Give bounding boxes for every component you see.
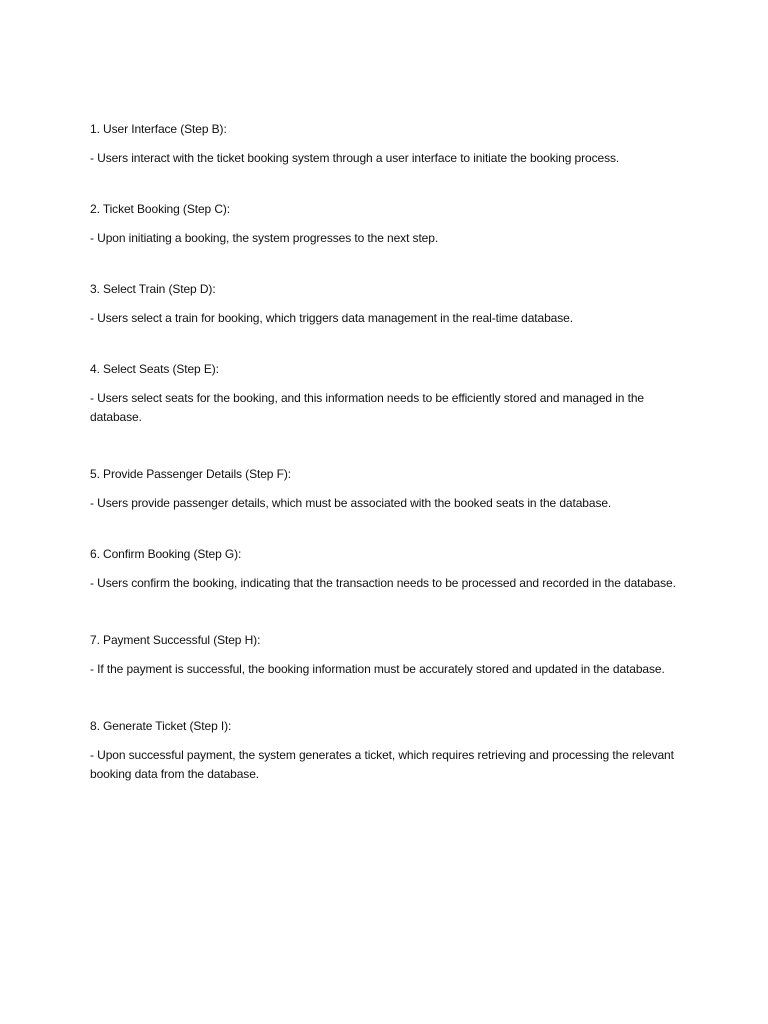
- item-description: - If the payment is successful, the booking information must be accurately stored and updated in the database.: [90, 662, 665, 676]
- list-item: [90, 717, 682, 784]
- item-description: - Users confirm the booking, indicating that the transaction needs to be processed and recorded in the database.: [90, 576, 676, 590]
- list-item: [90, 465, 682, 513]
- item-heading: 8. Generate Ticket (Step I):: [90, 719, 232, 733]
- list-item: [90, 120, 682, 168]
- item-description: - Users select a train for booking, which triggers data management in the real-time database.: [90, 311, 573, 325]
- item-heading: 6. Confirm Booking (Step G):: [90, 547, 242, 561]
- item-description: - Users select seats for the booking, and this information needs to be efficiently stored and managed in the database.: [90, 391, 644, 424]
- item-description: - Users provide passenger details, which must be associated with the booked seats in the database.: [90, 496, 612, 510]
- list-item: [90, 360, 682, 427]
- list-item: [90, 631, 682, 679]
- item-description: - Upon initiating a booking, the system progresses to the next step.: [90, 231, 439, 245]
- list-item: [90, 280, 682, 328]
- list-item: [90, 200, 682, 248]
- item-heading: 4. Select Seats (Step E):: [90, 362, 219, 376]
- item-description: - Upon successful payment, the system generates a ticket, which requires retrieving and processing the relevant booking data from the database.: [90, 748, 674, 781]
- document-content: [90, 120, 682, 784]
- item-heading: 3. Select Train (Step D):: [90, 282, 216, 296]
- item-heading: 1. User Interface (Step B):: [90, 122, 227, 136]
- item-heading: 2. Ticket Booking (Step C):: [90, 202, 231, 216]
- list-item: [90, 545, 682, 593]
- item-heading: 5. Provide Passenger Details (Step F):: [90, 467, 291, 481]
- item-description: - Users interact with the ticket booking system through a user interface to initiate the booking process.: [90, 151, 620, 165]
- item-heading: 7. Payment Successful (Step H):: [90, 633, 261, 647]
